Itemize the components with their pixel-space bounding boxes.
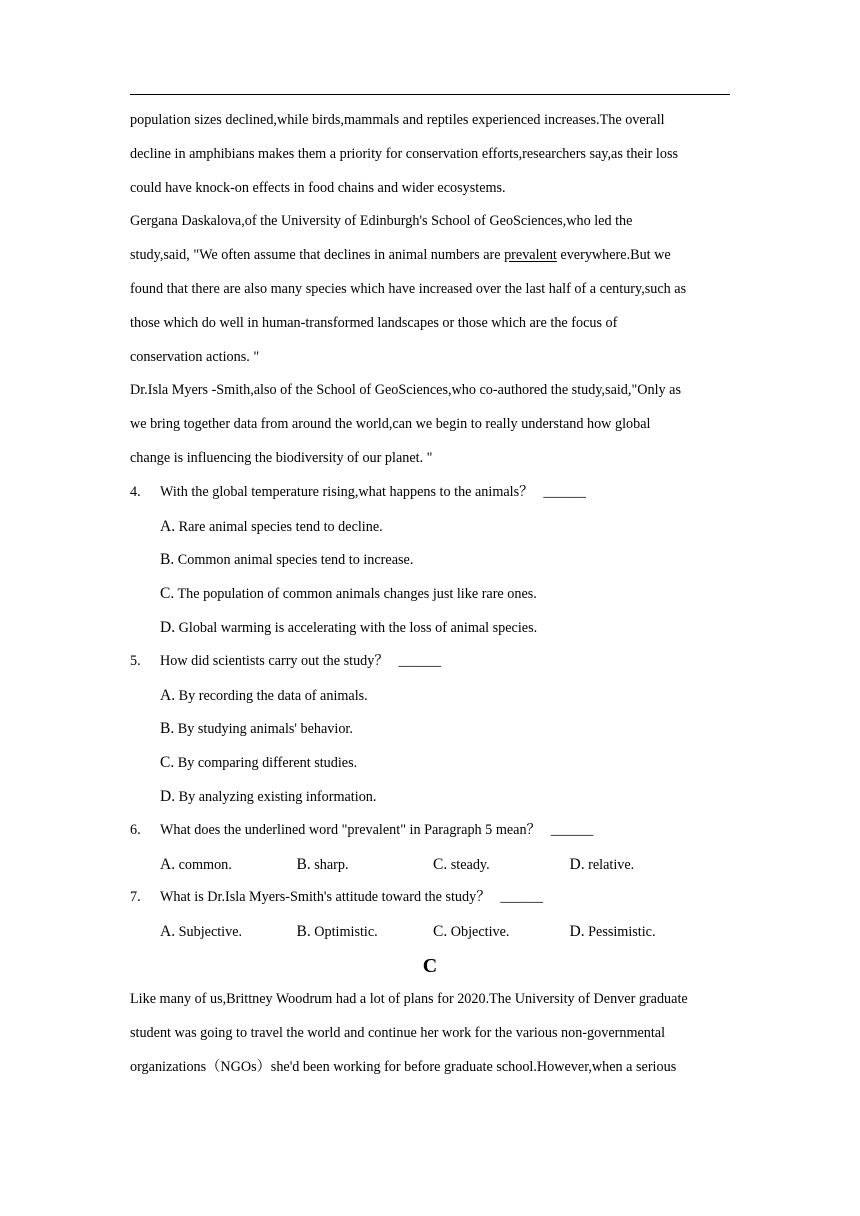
passage-line: found that there are also many species which have increased over the last half of a century,such as [130, 280, 687, 297]
answer-blank[interactable]: ______ [550, 821, 594, 838]
option-b[interactable] [130, 712, 730, 746]
question-text: With the global temperature rising,what happens to the animals？ [160, 483, 534, 500]
question-stem [130, 814, 730, 848]
option-letter: B. [160, 551, 175, 569]
passage-line: Dr.Isla Myers -Smith,also of the School of GeoSciences,who co-authored the study,said,"Only as [130, 382, 681, 399]
option-text: By analyzing existing information. [175, 788, 377, 805]
passage-line: decline in amphibians makes them a priority for conservation efforts,researchers say,as their loss [130, 145, 679, 162]
option-text: By comparing different studies. [174, 755, 358, 772]
passage-line: population sizes declined,while birds,mammals and reptiles experienced increases.The overall [130, 112, 665, 128]
passage-line: those which do well in human-transformed landscapes or those which are the focus of [130, 314, 618, 331]
option-c[interactable] [130, 577, 730, 611]
options-row [130, 848, 730, 882]
passage-text: study,said, "We often assume that declines in animal numbers are [130, 247, 505, 264]
option-a[interactable] [130, 679, 730, 713]
option-text: Pessimistic. [584, 924, 656, 941]
question-number: 5. [130, 652, 141, 669]
option-text: Optimistic. [310, 924, 378, 941]
option-letter: D. [569, 855, 585, 873]
question-text: How did scientists carry out the study？ [160, 652, 389, 669]
question-stem [130, 476, 730, 510]
passage-line: Gergana Daskalova,of the University of Edinburgh's School of GeoSciences,who led the [130, 213, 633, 230]
answer-blank[interactable]: ______ [543, 483, 586, 500]
section-title: C [422, 954, 438, 977]
document-body [130, 104, 730, 1084]
passage [130, 104, 730, 476]
question-number: 6. [130, 821, 141, 838]
question-text: What does the underlined word "prevalent" in Paragraph 5 mean？ [160, 821, 541, 838]
option-d[interactable] [570, 915, 707, 949]
option-text: Subjective. [175, 924, 243, 941]
option-text: By studying animals' behavior. [174, 721, 353, 738]
option-letter: A. [160, 923, 176, 941]
question-6 [130, 814, 730, 882]
option-text: Common animal species tend to increase. [174, 552, 414, 569]
option-b[interactable] [130, 543, 730, 577]
option-text: common. [175, 856, 232, 873]
option-c[interactable] [433, 848, 570, 882]
option-letter: B. [296, 923, 311, 941]
option-text: relative. [584, 856, 635, 873]
option-b[interactable] [297, 848, 434, 882]
option-b[interactable] [297, 915, 434, 949]
passage-line: conservation actions. " [130, 348, 260, 365]
question-stem [130, 881, 730, 915]
passage-line: could have knock-on effects in food chains and wider ecosystems. [130, 179, 506, 196]
options-row [130, 915, 730, 949]
option-d[interactable] [130, 780, 730, 814]
option-c[interactable] [433, 915, 570, 949]
option-letter: D. [160, 618, 176, 636]
option-letter: C. [160, 585, 175, 603]
passage-line: Like many of us,Brittney Woodrum had a lot of plans for 2020.The University of Denver graduate [130, 990, 688, 1007]
passage-line: student was going to travel the world and continue her work for the various non-governmental [130, 1024, 666, 1041]
question-stem [130, 645, 730, 679]
underlined-word-prevalent: prevalent [504, 247, 557, 264]
question-number: 7. [130, 889, 141, 906]
question-number: 4. [130, 483, 141, 500]
option-letter: C. [160, 754, 175, 772]
passage-line [130, 239, 730, 273]
section-c [130, 949, 730, 1084]
option-letter: A. [160, 517, 176, 535]
passage-line: organizations（NGOs）she'd been working for before graduate school.However,when a serious [130, 1058, 677, 1075]
option-text: Objective. [447, 924, 510, 941]
option-a[interactable] [160, 848, 297, 882]
answer-blank[interactable]: ______ [398, 652, 442, 669]
answer-blank[interactable]: ______ [500, 889, 543, 906]
option-text: sharp. [310, 856, 349, 873]
option-a[interactable] [130, 510, 730, 544]
header-rule [130, 94, 730, 95]
option-text: The population of common animals changes just like rare ones. [174, 586, 537, 603]
question-4 [130, 476, 730, 645]
question-text: What is Dr.Isla Myers-Smith's attitude toward the study？ [160, 889, 491, 906]
option-text: steady. [447, 856, 490, 873]
option-letter: C. [433, 855, 448, 873]
option-letter: C. [433, 923, 448, 941]
option-letter: B. [296, 855, 311, 873]
option-letter: B. [160, 720, 175, 738]
question-7 [130, 881, 730, 949]
option-text: Rare animal species tend to decline. [175, 518, 383, 535]
option-letter: A. [160, 686, 176, 704]
option-text: Global warming is accelerating with the loss of animal species. [175, 619, 538, 636]
option-d[interactable] [130, 611, 730, 645]
passage-line: change is influencing the biodiversity of our planet. " [130, 449, 433, 466]
passage-line: we bring together data from around the world,can we begin to really understand how global [130, 416, 651, 433]
option-a[interactable] [160, 915, 297, 949]
option-letter: D. [160, 787, 176, 805]
passage-text: everywhere.But we [556, 247, 671, 264]
option-d[interactable] [570, 848, 707, 882]
option-text: By recording the data of animals. [175, 687, 368, 704]
option-c[interactable] [130, 746, 730, 780]
question-5 [130, 645, 730, 814]
option-letter: A. [160, 855, 176, 873]
option-letter: D. [569, 923, 585, 941]
